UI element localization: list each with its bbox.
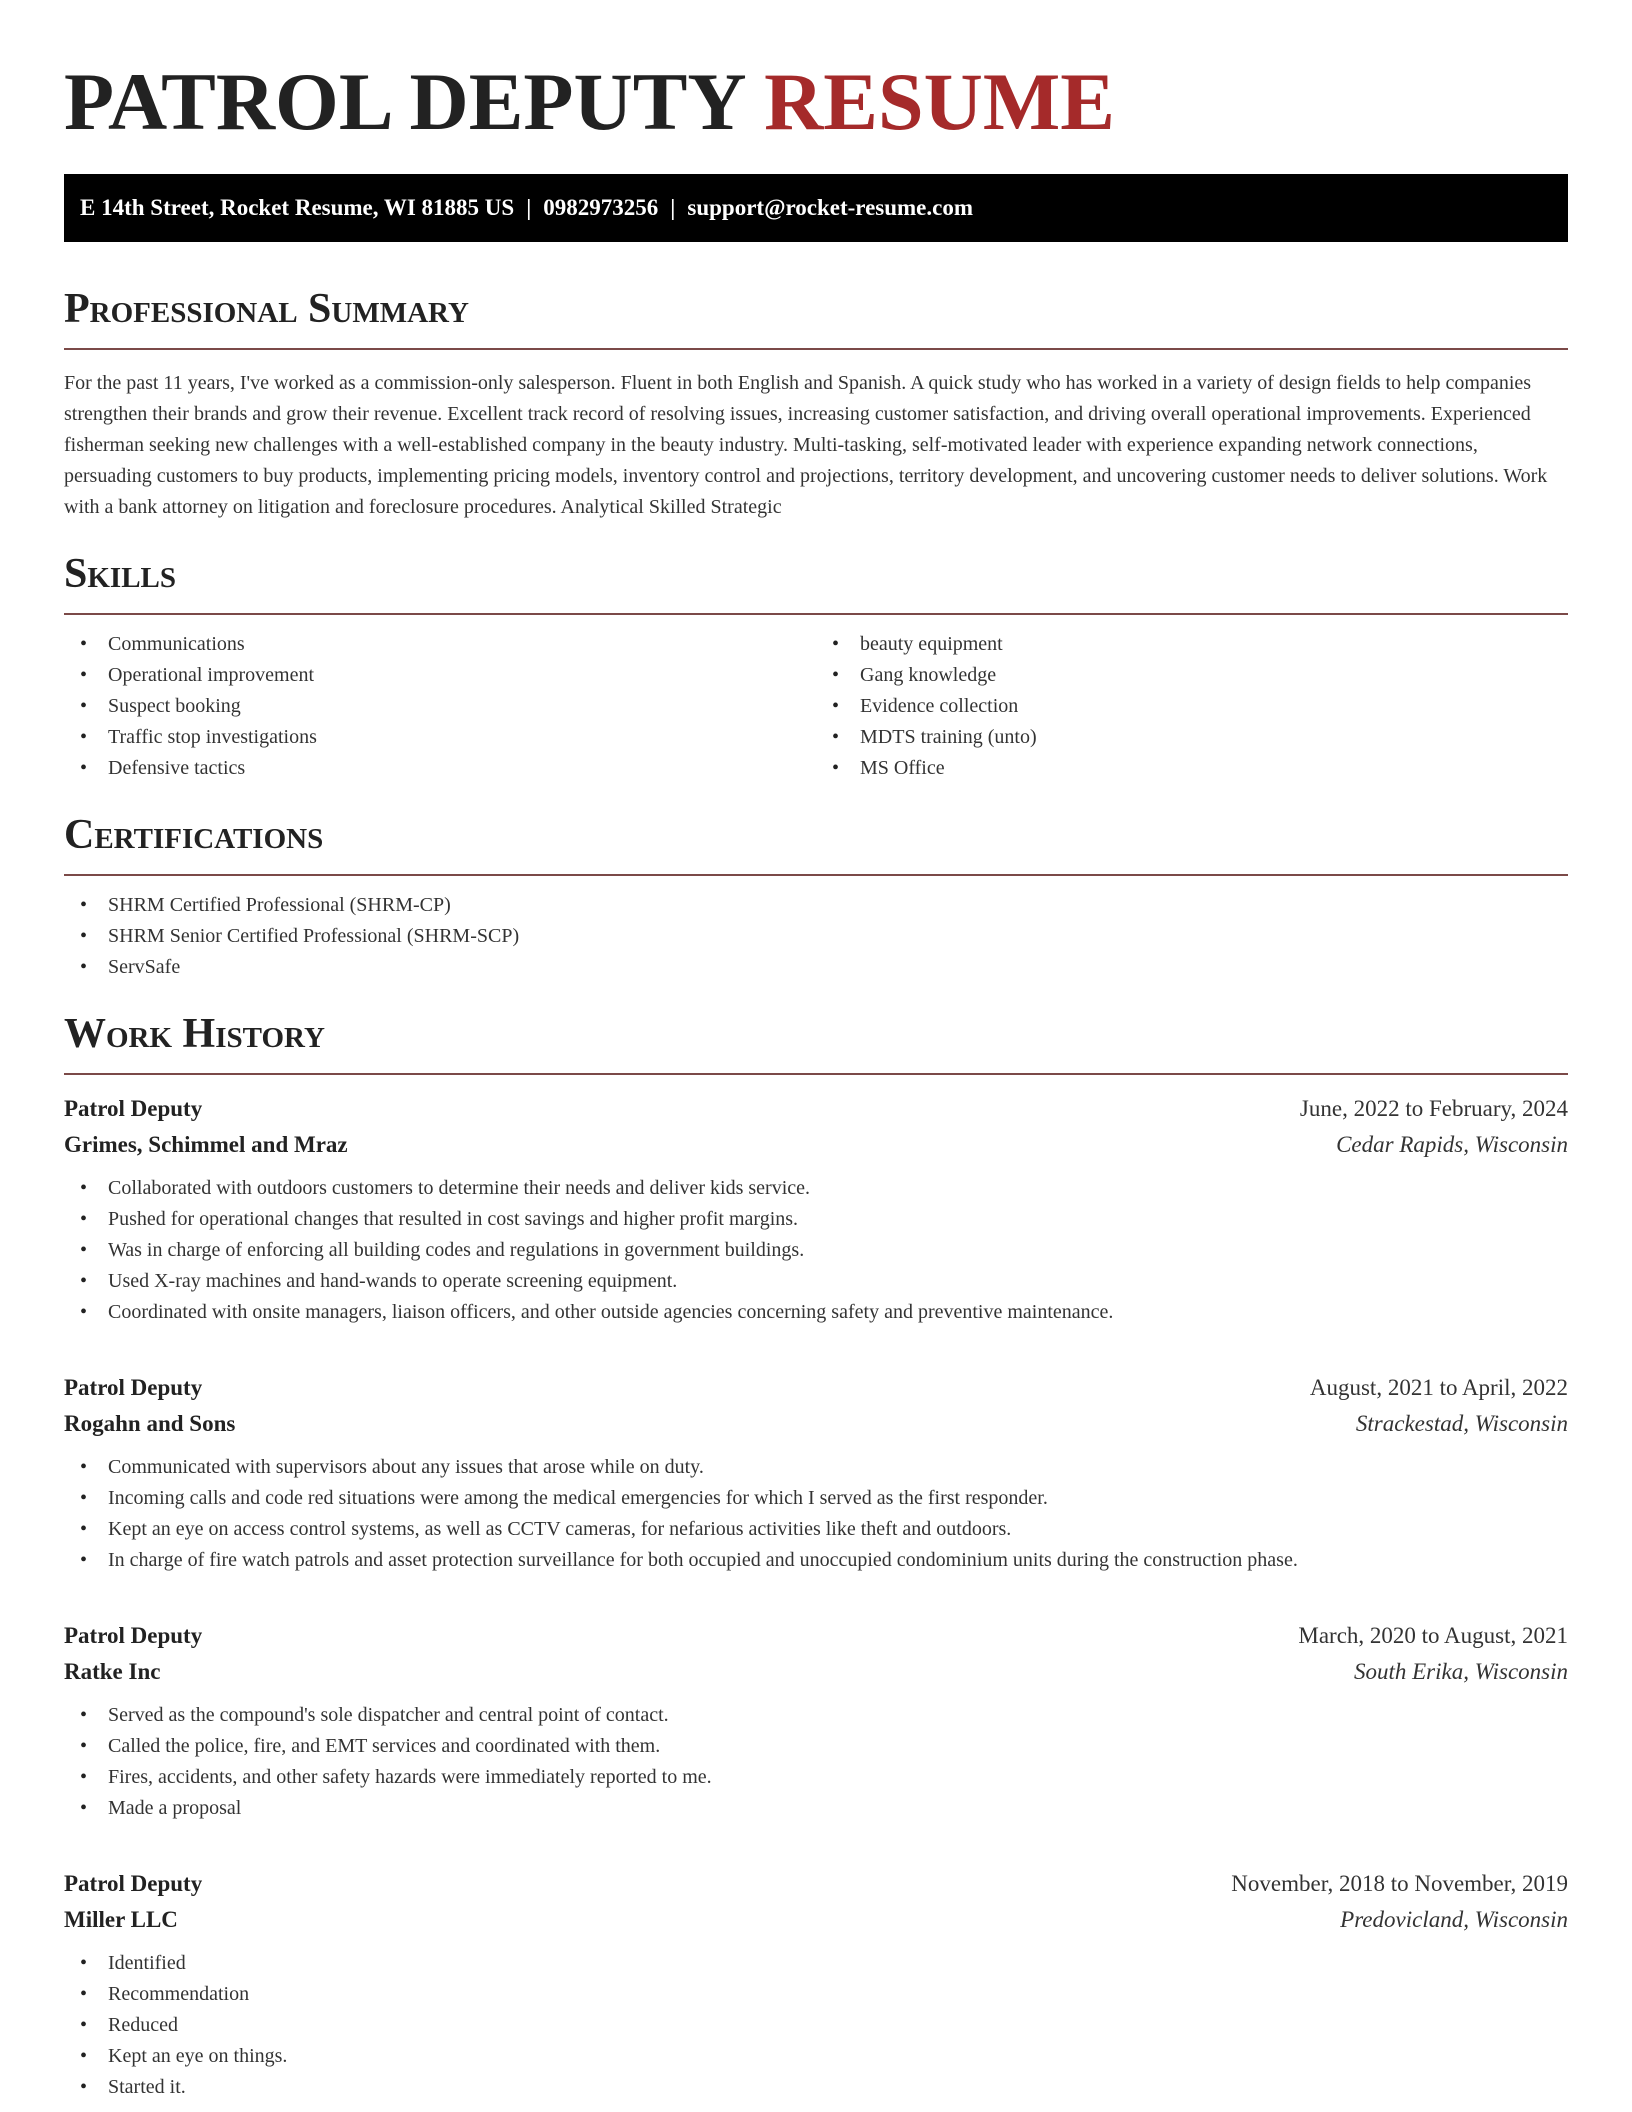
job-dates: August, 2021 to April, 2022 xyxy=(1309,1375,1568,1400)
job-title: Patrol Deputy xyxy=(64,1375,203,1400)
job-duty-item: • Identified xyxy=(64,1948,1568,1979)
job-dates: November, 2018 to November, 2019 xyxy=(1231,1871,1568,1896)
job-duties-list xyxy=(64,1948,1568,2103)
certification-item: • SHRM Senior Certified Professional (SHRM-SCP) xyxy=(64,921,1568,952)
job-company: Rogahn and Sons xyxy=(64,1411,236,1436)
job-duty-item: • Served as the compound's sole dispatcher and central point of contact. xyxy=(64,1700,1568,1731)
job-duty-item: • Used X-ray machines and hand-wands to operate screening equipment. xyxy=(64,1266,1568,1297)
job-duty-item: • Was in charge of enforcing all building codes and regulations in government buildings. xyxy=(64,1235,1568,1266)
contact-separator: | xyxy=(526,195,532,220)
job-title: Patrol Deputy xyxy=(64,1096,203,1121)
work-history-heading: Work History xyxy=(64,1009,1568,1075)
job-duty-item: • Coordinated with onsite managers, liaison officers, and other outside agencies concerning safety and preventive maintenance. xyxy=(64,1297,1568,1328)
job-duty-item: • Kept an eye on things. xyxy=(64,2041,1568,2072)
job-duty-item: • Communicated with supervisors about any issues that arose while on duty. xyxy=(64,1452,1568,1483)
skills-heading: Skills xyxy=(64,549,1568,615)
job-company: Grimes, Schimmel and Mraz xyxy=(64,1132,348,1157)
title-accent: RESUME xyxy=(764,56,1115,147)
certifications-section xyxy=(64,810,1568,983)
job-duties-list xyxy=(64,1173,1568,1328)
certifications-heading: Certifications xyxy=(64,810,1568,876)
job-location: Cedar Rapids, Wisconsin xyxy=(1336,1132,1568,1157)
page-title xyxy=(64,0,1568,152)
contact-email: support@rocket-resume.com xyxy=(687,195,974,220)
skills-grid xyxy=(64,629,1568,784)
job-header-row xyxy=(64,1091,1568,1127)
certification-item: • ServSafe xyxy=(64,952,1568,983)
job-dates: June, 2022 to February, 2024 xyxy=(1299,1096,1568,1121)
skill-item: • Evidence collection xyxy=(816,691,1568,722)
certifications-list xyxy=(64,890,1568,983)
job-location: Strackestad, Wisconsin xyxy=(1355,1411,1568,1436)
job-entry xyxy=(64,1091,1568,1328)
skill-item: • MS Office xyxy=(816,753,1568,784)
title-main: PATROL DEPUTY xyxy=(64,56,765,147)
job-header-row xyxy=(64,1866,1568,1902)
job-duty-item: • Incoming calls and code red situations were among the medical emergencies for which I served as the first responder. xyxy=(64,1483,1568,1514)
job-duty-item: • Collaborated with outdoors customers to determine their needs and deliver kids service. xyxy=(64,1173,1568,1204)
job-title: Patrol Deputy xyxy=(64,1871,203,1896)
skill-item: • Defensive tactics xyxy=(64,753,816,784)
job-duties-list xyxy=(64,1452,1568,1576)
contact-phone: 0982973256 xyxy=(543,195,659,220)
job-location: Predovicland, Wisconsin xyxy=(1340,1907,1568,1932)
skill-item: • Communications xyxy=(64,629,816,660)
job-duty-item: • Made a proposal xyxy=(64,1793,1568,1824)
job-entry xyxy=(64,1866,1568,2103)
skill-item: • MDTS training (unto) xyxy=(816,722,1568,753)
certification-item: • SHRM Certified Professional (SHRM-CP) xyxy=(64,890,1568,921)
job-duty-item: • Started it. xyxy=(64,2072,1568,2103)
contact-bar xyxy=(64,174,1568,242)
job-duty-item: • In charge of fire watch patrols and asset protection surveillance for both occupied and unoccupied condominium units during the construction phase. xyxy=(64,1545,1568,1576)
job-company-row xyxy=(64,1127,1568,1163)
skill-item: • beauty equipment xyxy=(816,629,1568,660)
job-dates: March, 2020 to August, 2021 xyxy=(1298,1623,1568,1648)
job-duty-item: • Recommendation xyxy=(64,1979,1568,2010)
job-company: Miller LLC xyxy=(64,1907,178,1932)
skill-item: • Traffic stop investigations xyxy=(64,722,816,753)
job-entry xyxy=(64,1618,1568,1824)
job-company-row xyxy=(64,1654,1568,1690)
job-entry xyxy=(64,1370,1568,1576)
job-company: Ratke Inc xyxy=(64,1659,161,1684)
job-duty-item: • Called the police, fire, and EMT services and coordinated with them. xyxy=(64,1731,1568,1762)
job-duties-list xyxy=(64,1700,1568,1824)
skills-list-right xyxy=(816,629,1568,784)
job-duty-item: • Kept an eye on access control systems, as well as CCTV cameras, for nefarious activities like theft and outdoors. xyxy=(64,1514,1568,1545)
skills-section xyxy=(64,549,1568,784)
job-title: Patrol Deputy xyxy=(64,1623,203,1648)
summary-heading: Professional Summary xyxy=(64,284,1568,350)
contact-address: E 14th Street, Rocket Resume, WI 81885 US xyxy=(80,195,515,220)
work-history-section xyxy=(64,1009,1568,2103)
summary-section xyxy=(64,284,1568,523)
job-location: South Erika, Wisconsin xyxy=(1353,1659,1568,1684)
job-duty-item: • Fires, accidents, and other safety hazards were immediately reported to me. xyxy=(64,1762,1568,1793)
summary-text: For the past 11 years, I've worked as a commission-only salesperson. Fluent in both English and Spanish. A quick study who has worked in a variety of design fields to help companies strengthen their brands and grow their revenue. Excellent track record of resolving issues, increasing customer satisfaction, and driving overall operational improvements. Experienced fisherman seeking new challenges with a well-established company in the beauty industry. Multi-tasking, self-motivated leader with experience expanding network connections, persuading customers to buy products, implementing pricing models, inventory control and projections, territory development, and uncovering customer needs to deliver solutions. Work with a bank attorney on litigation and foreclosure procedures. Analytical Skilled Strategic xyxy=(64,372,1548,518)
job-duty-item: • Reduced xyxy=(64,2010,1568,2041)
job-company-row xyxy=(64,1902,1568,1938)
skill-item: • Operational improvement xyxy=(64,660,816,691)
job-header-row xyxy=(64,1370,1568,1406)
contact-separator: | xyxy=(670,195,676,220)
skills-list-left xyxy=(64,629,816,784)
job-duty-item: • Pushed for operational changes that resulted in cost savings and higher profit margins. xyxy=(64,1204,1568,1235)
skill-item: • Gang knowledge xyxy=(816,660,1568,691)
skill-item: • Suspect booking xyxy=(64,691,816,722)
job-company-row xyxy=(64,1406,1568,1442)
job-header-row xyxy=(64,1618,1568,1654)
